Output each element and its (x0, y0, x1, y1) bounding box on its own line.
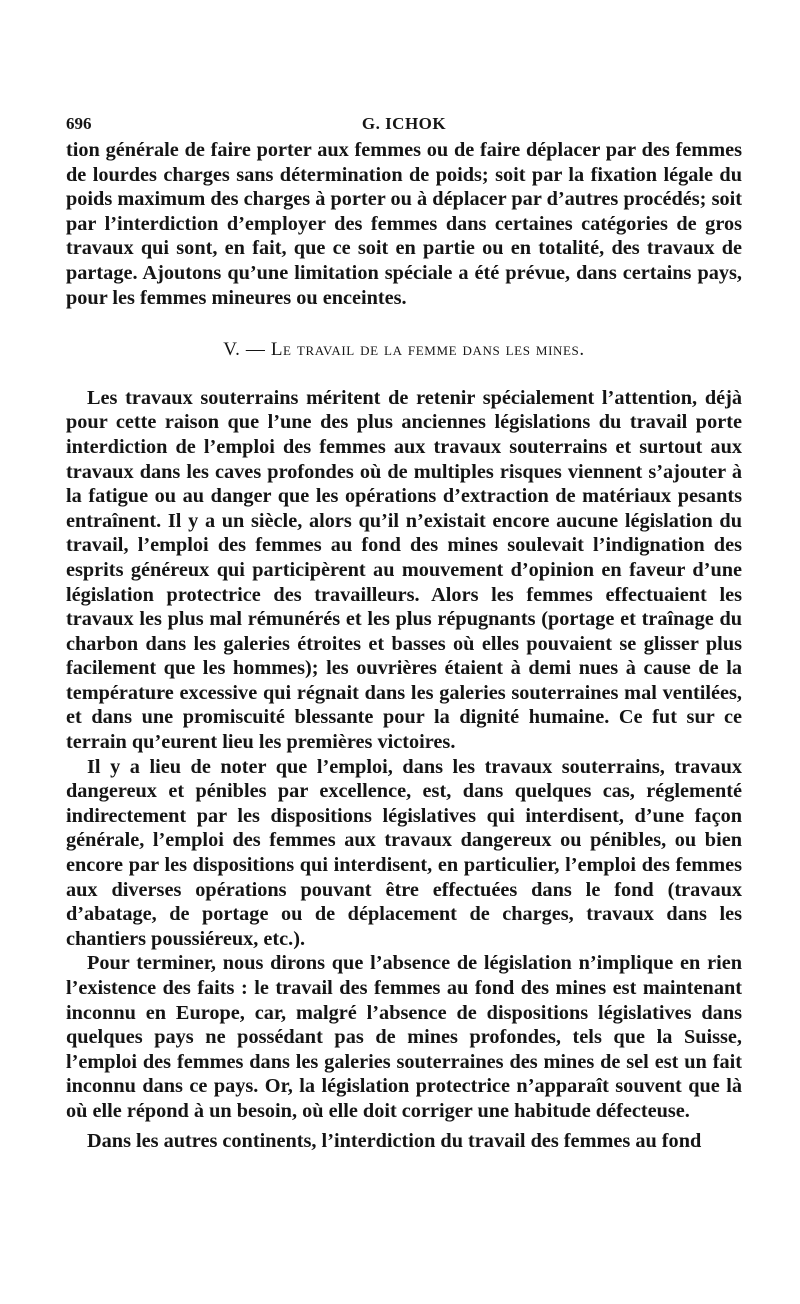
running-title: G. ICHOK (361, 114, 447, 133)
body-text (66, 138, 742, 1153)
running-head (66, 108, 742, 138)
paragraph-continued: tion générale de faire porter aux femmes ou de faire déplacer par des femmes de lourdes charges sans détermination de poids; soit par la fixation légale du poids maximum des charges à porter ou à déplacer par d’autres procédés; soit par l’interdiction d’employer des femmes dans certaines catégories de gros travaux qui sont, en fait, que ce soit en partie ou en totalité, des travaux de partage. Ajoutons qu’une limitation spéciale a été prévue, dans certains pays, pour les femmes mineures ou enceintes. (66, 139, 742, 309)
section-heading: V. — Le travail de la femme dans les mines. (223, 339, 585, 361)
document-page (66, 108, 742, 1153)
paragraph-indirect-regulation: Il y a lieu de noter que l’emploi, dans les travaux souterrains, travaux dangereux et pénibles par excellence, est, dans quelques cas, réglementé indirectement par les dispositions législatives qui interdisent, d’une façon générale, l’emploi des femmes aux travaux dangereux ou pénibles, ou bien encore par les dispositions qui interdisent, en particulier, l’emploi des femmes aux diverses opérations pouvant être effectuées dans le fond (travaux d’abatage, de portage ou de déplacement de charges, travaux dans les chantiers poussiéreux, etc.). (66, 755, 742, 950)
page-number: 696 (66, 114, 92, 133)
paragraph-underground-work: Les travaux souterrains méritent de retenir spécialement l’attention, déjà pour cette raison que l’une des plus anciennes législations du travail porte interdiction de l’emploi des femmes aux travaux souterrains et surtout aux travaux dans les caves profondes où de multiples risques viennent s’ajouter à la fatigue ou au danger que les opérations d’extraction de matériaux pesants entraînent. Il y a un siècle, alors qu’il n’existait encore aucune législation du travail, l’emploi des femmes au fond des mines soulevait l’indignation des esprits généreux qui participèrent au mouvement d’opinion en faveur d’une législation protectrice des travailleurs. Alors les femmes effectuaient les travaux les plus mal rémunérés et les plus répugnants (portage et traînage du charbon dans les galeries étroites et basses où elles pouvaient se glisser plus facilement que les hommes); les ouvrières étaient à demi nues à cause de la température excessive qui régnait dans les galeries souterraines mal ventilées, et dans une promiscuité blessante pour la dignité humaine. Ce fut sur ce terrain qu’eurent lieu les premières victoires. (66, 386, 742, 754)
paragraph-conclusion: Pour terminer, nous dirons que l’absence de législation n’implique en rien l’existence des faits : le travail des femmes au fond des mines est maintenant inconnu en Europe, car, malgré l’absence de dispositions législatives dans quelques pays ne possédant pas de mines profondes, tels que la Suisse, l’emploi des femmes dans les galeries souterraines des mines de sel est un fait inconnu dans ce pays. Or, la législation protectrice n’apparaît souvent que là où elle répond à un besoin, où elle doit corriger une habitude défecteuse. (66, 952, 742, 1122)
paragraph-other-continents: Dans les autres continents, l’interdiction du travail des femmes au fond (87, 1129, 702, 1152)
